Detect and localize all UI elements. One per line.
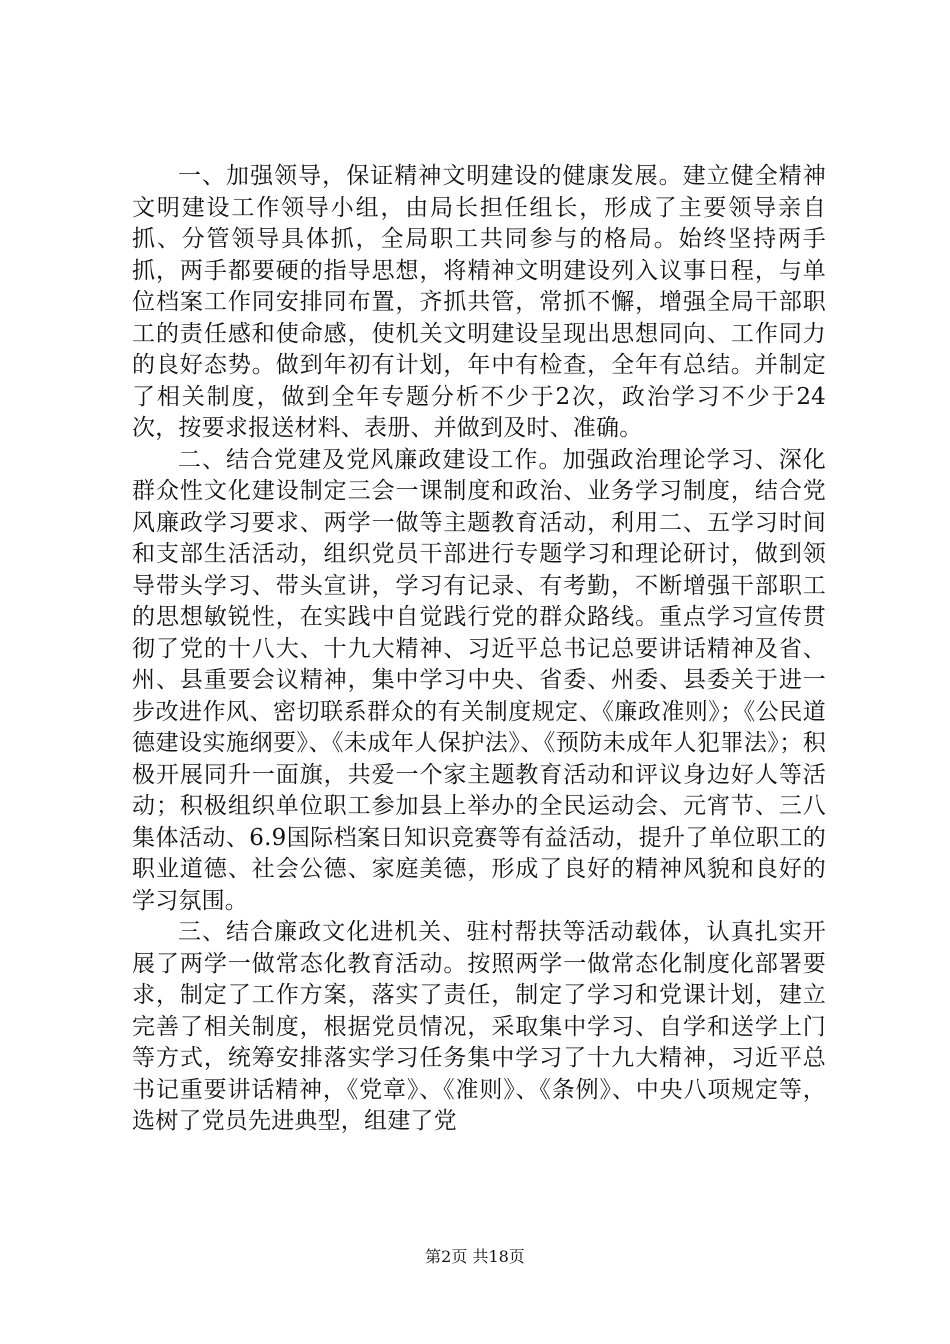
document-body xyxy=(132,161,826,1138)
paragraph-integrity-culture: 三、结合廉政文化进机关、驻村帮扶等活动载体，认真扎实开展了两学一做常态化教育活动。按照两学一做常态化制度化部署要求，制定了工作方案，落实了责任，制定了学习和党课计划，建立完善了相关制度，根据党员情况，采取集中学习、自学和送学上门等方式，统筹安排落实学习任务集中学习了十九大精神，习近平总书记重要讲话精神，《党章》、《准则》、《条例》、中央八项规定等，选树了党员先进典型，组建了党 xyxy=(132,919,826,1134)
paragraph-party-building: 二、结合党建及党风廉政建设工作。加强政治理论学习、深化群众性文化建设制定三会一课制度和政治、业务学习制度，结合党风廉政学习要求、两学一做等主题教育活动，利用二、五学习时间和支部生活活动，组织党员干部进行专题学习和理论研讨，做到领导带头学习、带头宣讲，学习有记录、有考勤，不断增强干部职工的思想敏锐性，在实践中自觉践行党的群众路线。重点学习宣传贯彻了党的十八大、十九大精神、习近平总书记总要讲话精神及省、州、县重要会议精神，集中学习中央、省委、州委、县委关于进一步改进作风、密切联系群众的有关制度规定、《廉政准则》；《公民道德建设实施纲要》、《未成年人保护法》、《预防未成年人犯罪法》；积极开展同升一面旗，共爱一个家主题教育活动和评议身边好人等活动；积极组织单位职工参加县上举办的全民运动会、元宵节、三八集体活动、6.9国际档案日知识竞赛等有益活动，提升了单位职工的职业道德、社会公德、家庭美德，形成了良好的精神风貌和良好的学习氛围。 xyxy=(132,446,826,914)
page-number-footer: 第2页 共18页 xyxy=(425,1247,525,1266)
paragraph-leadership: 一、加强领导，保证精神文明建设的健康发展。建立健全精神文明建设工作领导小组，由局长担任组长，形成了主要领导亲自抓、分管领导具体抓，全局职工共同参与的格局。始终坚持两手抓，两手都要硬的指导思想，将精神文明建设列入议事日程，与单位档案工作同安排同布置，齐抓共管，常抓不懈，增强全局干部职工的责任感和使命感，使机关文明建设呈现出思想同向、工作同力的良好态势。做到年初有计划，年中有检查，全年有总结。并制定了相关制度，做到全年专题分析不少于2次，政治学习不少于24次，按要求报送材料、表册、并做到及时、准确。 xyxy=(132,163,826,441)
